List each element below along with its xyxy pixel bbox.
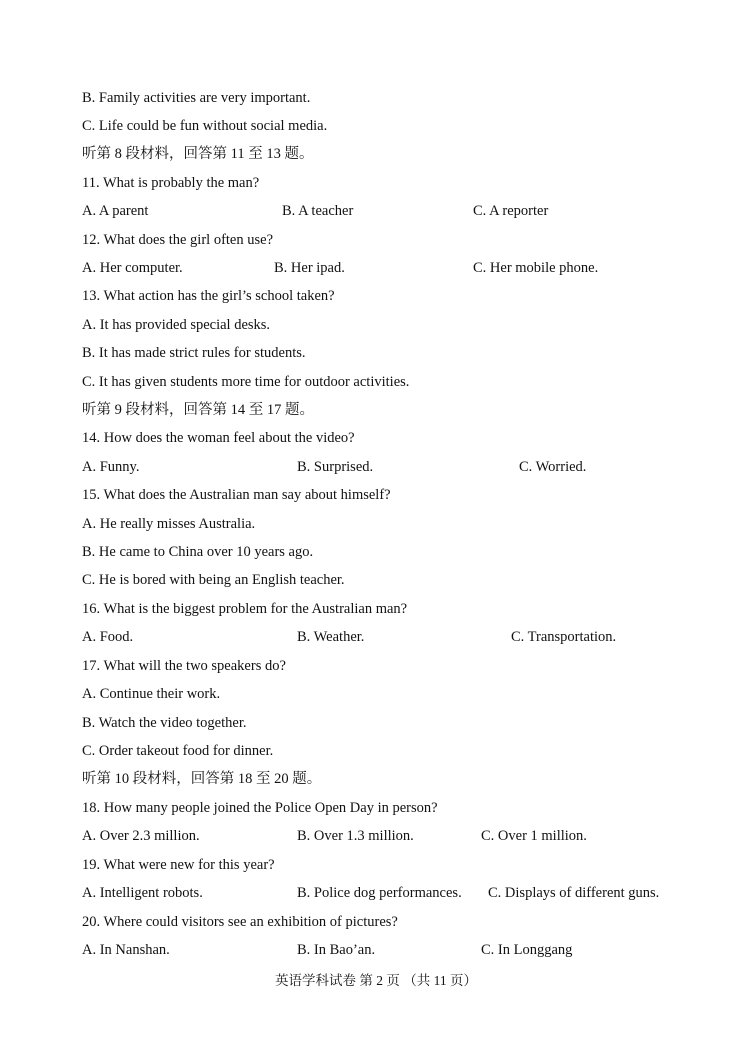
option-c: C. Displays of different guns. — [488, 885, 660, 901]
question-text: 18. How many people joined the Police Open Day in person? — [82, 800, 438, 816]
option-b: B. Surprised. — [297, 459, 374, 475]
option-a: A. Food. — [82, 629, 134, 645]
option-a: A. Over 2.3 million. — [82, 828, 200, 844]
section-instruction: 听第 8 段材料，回答第 11 至 13 题。 — [82, 146, 314, 162]
option-c: C. Transportation. — [511, 629, 617, 645]
options-row — [0, 257, 752, 279]
option-text: B. He came to China over 10 years ago. — [82, 544, 314, 560]
option-a: A. A parent — [82, 203, 149, 219]
option-text: A. He really misses Australia. — [82, 516, 256, 532]
question-text: 12. What does the girl often use? — [82, 232, 273, 248]
options-row — [0, 200, 752, 222]
option-text: B. It has made strict rules for students. — [82, 345, 306, 361]
option-b: B. Over 1.3 million. — [297, 828, 414, 844]
question-text: 16. What is the biggest problem for the Australian man? — [82, 601, 408, 617]
options-row — [0, 456, 752, 478]
options-row — [0, 882, 752, 904]
option-b: B. A teacher — [282, 203, 354, 219]
question-text: 14. How does the woman feel about the video? — [82, 430, 355, 446]
option-b: B. Police dog performances. — [297, 885, 462, 901]
option-text: A. Continue their work. — [82, 686, 221, 702]
page-footer: 英语学科试卷 第 2 页 （共 11 页） — [275, 973, 477, 988]
option-a: A. Intelligent robots. — [82, 885, 203, 901]
option-b: B. Weather. — [297, 629, 365, 645]
section-instruction: 听第 9 段材料，回答第 14 至 17 题。 — [82, 402, 314, 418]
option-text: C. He is bored with being an English teacher. — [82, 572, 345, 588]
option-a: A. In Nanshan. — [82, 942, 170, 958]
options-row — [0, 939, 752, 961]
option-b: B. In Bao’an. — [297, 942, 376, 958]
question-text: 15. What does the Australian man say about himself? — [82, 487, 391, 503]
option-text: B. Family activities are very important. — [82, 90, 311, 106]
option-text: A. It has provided special desks. — [82, 317, 271, 333]
question-text: 20. Where could visitors see an exhibition of pictures? — [82, 914, 398, 930]
question-text: 11. What is probably the man? — [82, 175, 260, 191]
option-a: A. Her computer. — [82, 260, 183, 276]
option-b: B. Her ipad. — [274, 260, 345, 276]
option-c: C. Her mobile phone. — [473, 260, 599, 276]
option-text: B. Watch the video together. — [82, 715, 247, 731]
question-text: 13. What action has the girl’s school taken? — [82, 288, 335, 304]
option-c: C. In Longgang — [481, 942, 573, 958]
option-c: C. Over 1 million. — [481, 828, 587, 844]
option-a: A. Funny. — [82, 459, 140, 475]
option-text: C. Order takeout food for dinner. — [82, 743, 274, 759]
question-text: 19. What were new for this year? — [82, 857, 275, 873]
option-text: C. Life could be fun without social media. — [82, 118, 328, 134]
options-row — [0, 626, 752, 648]
option-c: C. A reporter — [473, 203, 549, 219]
section-instruction: 听第 10 段材料，回答第 18 至 20 题。 — [82, 771, 322, 787]
question-text: 17. What will the two speakers do? — [82, 658, 286, 674]
option-c: C. Worried. — [519, 459, 587, 475]
option-text: C. It has given students more time for outdoor activities. — [82, 374, 410, 390]
options-row — [0, 825, 752, 847]
